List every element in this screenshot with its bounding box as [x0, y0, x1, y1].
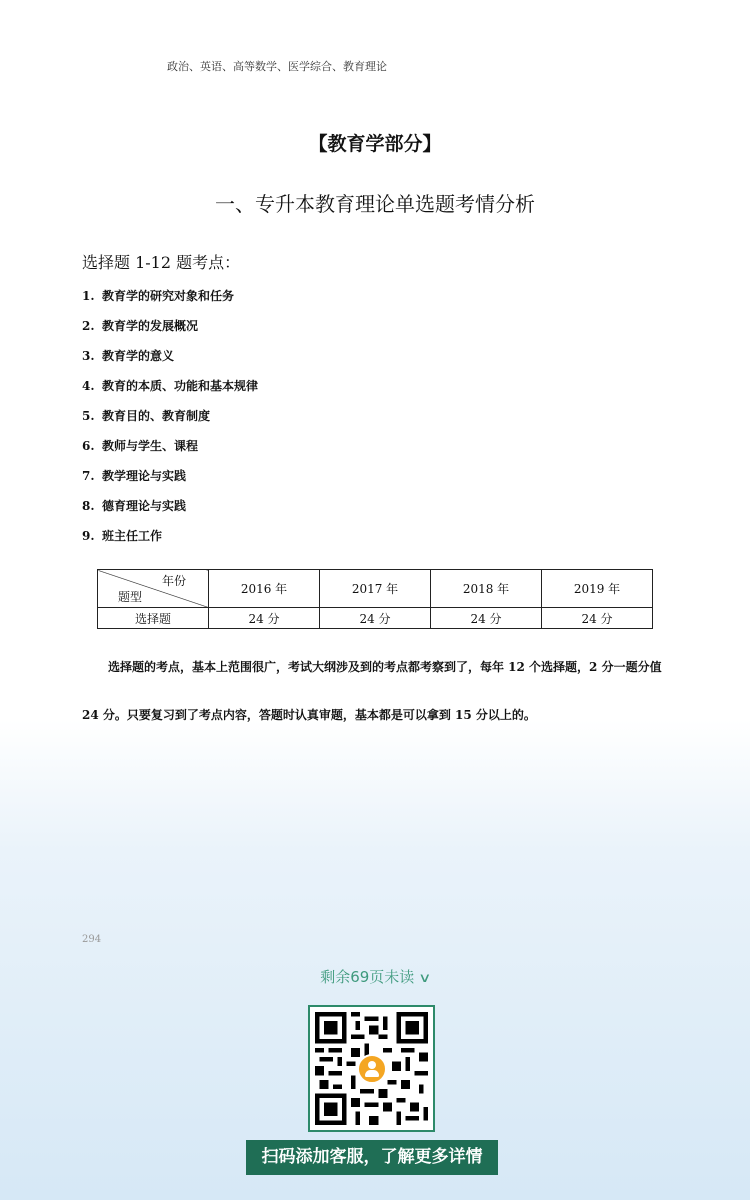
topic-text: 教育学的意义 — [102, 349, 175, 363]
page-number: 294 — [82, 934, 102, 945]
year-header: 2018 年 — [431, 570, 542, 608]
topic-number: 8. — [82, 499, 95, 513]
topic-text: 教学理论与实践 — [102, 469, 187, 483]
section-title: 【教育学部分】 — [308, 133, 442, 155]
row-label: 选择题 — [98, 608, 209, 629]
topic-text: 班主任工作 — [102, 529, 163, 543]
score-cell: 24 分 — [209, 608, 320, 629]
topic-number: 5. — [82, 409, 95, 423]
topic-item — [82, 315, 258, 345]
remaining-pages-label: 剩余69页未读 — [320, 968, 415, 986]
topic-number: 7. — [82, 469, 95, 483]
table-header-row — [98, 570, 653, 608]
topic-number: 1. — [82, 289, 95, 303]
topic-item — [82, 495, 258, 525]
year-header: 2017 年 — [320, 570, 431, 608]
score-cell: 24 分 — [320, 608, 431, 629]
analysis-paragraph: 选择题的考点，基本上范围很广，考试大纲涉及到的考点都考察到了，每年 12 个选择题，2 分一题分值 24 分。只要复习到了考点内容，答题时认真审题，基本都是可以拿到 15 分以上的。 — [82, 660, 662, 722]
topic-number: 3. — [82, 349, 95, 363]
corner-label-year: 年份 — [161, 574, 186, 588]
topic-item — [82, 345, 258, 375]
topic-number: 9. — [82, 529, 95, 543]
chevron-down-double-icon: ∨ — [418, 971, 432, 986]
topic-text: 教育目的、教育制度 — [102, 409, 211, 423]
topic-text: 教育的本质、功能和基本规律 — [102, 379, 259, 393]
add-support-button[interactable]: 扫码添加客服，了解更多详情 — [246, 1140, 498, 1175]
topic-number: 2. — [82, 319, 95, 333]
score-cell: 24 分 — [431, 608, 542, 629]
topic-number: 6. — [82, 439, 95, 453]
topic-item — [82, 525, 258, 555]
corner-label-type: 题型 — [118, 590, 143, 604]
topic-list — [82, 285, 258, 555]
read-more-link[interactable] — [0, 966, 750, 987]
page-header-subjects: 政治、英语、高等数学、医学综合、教育理论 — [167, 60, 387, 73]
year-header: 2019 年 — [542, 570, 653, 608]
topic-text: 教师与学生、课程 — [102, 439, 199, 453]
topic-item — [82, 285, 258, 315]
topic-number: 4. — [82, 379, 95, 393]
table-row — [98, 608, 653, 629]
user-avatar-icon — [357, 1054, 387, 1084]
topic-item — [82, 405, 258, 435]
topic-item — [82, 435, 258, 465]
score-cell: 24 分 — [542, 608, 653, 629]
topic-text: 德育理论与实践 — [102, 499, 187, 513]
topic-text: 教育学的发展概况 — [102, 319, 199, 333]
topic-item — [82, 465, 258, 495]
topic-item — [82, 375, 258, 405]
chapter-title: 一、专升本教育理论单选题考情分析 — [215, 192, 535, 216]
qr-code — [308, 1005, 435, 1132]
year-header: 2016 年 — [209, 570, 320, 608]
sub-title: 选择题 1-12 题考点： — [82, 253, 241, 272]
table-corner-cell — [98, 570, 209, 608]
topic-text: 教育学的研究对象和任务 — [102, 289, 235, 303]
score-table — [97, 569, 653, 629]
